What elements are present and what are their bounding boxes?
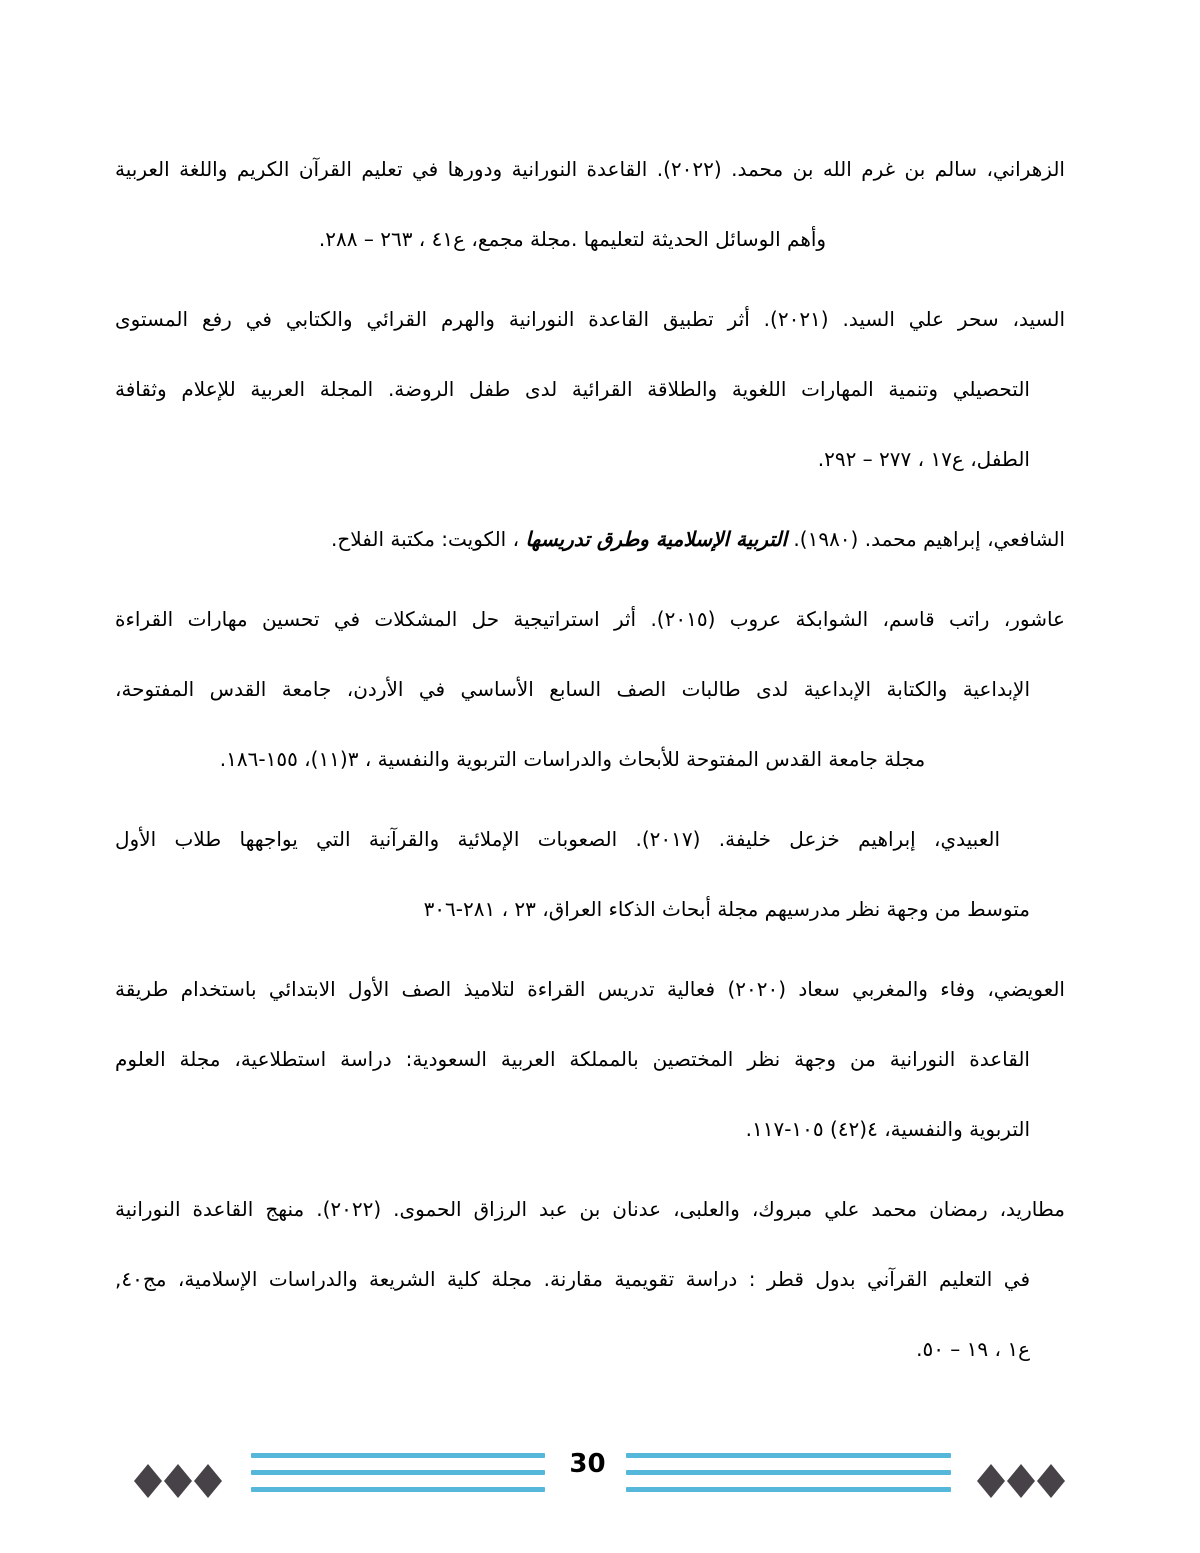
reference-line: العبيدي، إبراهيم خزعل خليفة. (٢٠١٧). الصعوبات الإملائية والقرآنية التي يواجهها طلاب الأول bbox=[115, 827, 1000, 851]
diamond-icon bbox=[164, 1464, 192, 1498]
reference-line: الطفل، ع١٧ ، ٢٧٧ – ٢٩٢. bbox=[817, 447, 1030, 471]
footer-rules-left bbox=[251, 1453, 545, 1504]
diamond-icon bbox=[1007, 1464, 1035, 1498]
reference-line: القاعدة النورانية من وجهة نظر المختصين بالمملكة العربية السعودية: دراسة استطلاعية، مجلة العلوم bbox=[115, 1047, 1030, 1071]
references-list bbox=[115, 134, 1065, 1394]
reference-line: وأهم الوسائل الحديثة لتعليمها .مجلة مجمع، ع٤١ ، ٢٦٣ – ٢٨٨. bbox=[318, 227, 827, 251]
horizontal-rule bbox=[626, 1470, 951, 1475]
reference-line bbox=[115, 504, 1065, 574]
reference bbox=[115, 284, 1065, 494]
page-number: 30 bbox=[569, 1449, 606, 1479]
reference-line: السيد، سحر علي السيد. (٢٠٢١). أثر تطبيق القاعدة النورانية والهرم القرائي والكتابي في رفع المستوى bbox=[115, 307, 1065, 331]
diamond-icon bbox=[194, 1464, 222, 1498]
footer-diamonds-left bbox=[133, 1464, 223, 1498]
reference bbox=[115, 584, 1065, 794]
reference-line: مطاريد، رمضان محمد علي مبروك، والعلبى، عدنان بن عبد الرزاق الحموى. (٢٠٢٢). منهج القاعدة النورانية bbox=[115, 1197, 1065, 1221]
reference bbox=[115, 1174, 1065, 1384]
reference-line: التربوية والنفسية، ٤(٤٢) ١٠٥-١١٧. bbox=[745, 1117, 1030, 1141]
reference bbox=[115, 504, 1065, 574]
diamond-icon bbox=[134, 1464, 162, 1498]
horizontal-rule bbox=[626, 1453, 951, 1458]
reference-line: في التعليم القرآني بدول قطر : دراسة تقويمية مقارنة. مجلة كلية الشريعة والدراسات الإسلامية، مج٤٠, bbox=[115, 1267, 1030, 1291]
reference-text: ، الكويت: مكتبة الفلاح. bbox=[331, 527, 526, 551]
footer-rules-right bbox=[626, 1453, 951, 1504]
horizontal-rule bbox=[251, 1487, 545, 1492]
horizontal-rule bbox=[251, 1470, 545, 1475]
diamond-icon bbox=[1037, 1464, 1065, 1498]
horizontal-rule bbox=[626, 1487, 951, 1492]
reference bbox=[115, 804, 1065, 944]
footer-diamonds-right bbox=[976, 1464, 1066, 1498]
reference-line: العويضي، وفاء والمغربي سعاد (٢٠٢٠) فعالية تدريس القراءة لتلاميذ الصف الأول الابتدائي باستخدام طريقة bbox=[115, 977, 1065, 1001]
reference-line: الإبداعية والكتابة الإبداعية لدى طالبات الصف السابع الأساسي في الأردن، جامعة القدس المفتوحة، bbox=[115, 677, 1030, 701]
reference-line: التحصيلي وتنمية المهارات اللغوية والطلاقة القرائية لدى طفل الروضة. المجلة العربية للإعلام وثقافة bbox=[115, 377, 1030, 401]
reference bbox=[115, 134, 1065, 274]
reference-line: الزهراني، سالم بن غرم الله بن محمد. (٢٠٢٢). القاعدة النورانية ودورها في تعليم القرآن الكريم واللغة العربية bbox=[115, 157, 1065, 181]
diamond-icon bbox=[977, 1464, 1005, 1498]
reference-line: متوسط من وجهة نظر مدرسيهم مجلة أبحاث الذكاء العراق، ٢٣ ، ٢٨١-٣٠٦ bbox=[423, 897, 1030, 921]
reference-line: عاشور، راتب قاسم، الشوابكة عروب (٢٠١٥). أثر استراتيجية حل المشكلات في تحسين مهارات القراءة bbox=[115, 607, 1065, 631]
book-title-text: التربية الإسلامية وطرق تدريسها bbox=[525, 527, 788, 551]
reference bbox=[115, 954, 1065, 1164]
reference-line: ع١ ، ١٩ – ٥٠. bbox=[916, 1337, 1030, 1361]
reference-line: مجلة جامعة القدس المفتوحة للأبحاث والدراسات التربوية والنفسية ، ٣(١١)، ١٥٥-١٨٦. bbox=[219, 747, 926, 771]
horizontal-rule bbox=[251, 1453, 545, 1458]
reference-text: الشافعي، إبراهيم محمد. (١٩٨٠). bbox=[787, 527, 1065, 551]
